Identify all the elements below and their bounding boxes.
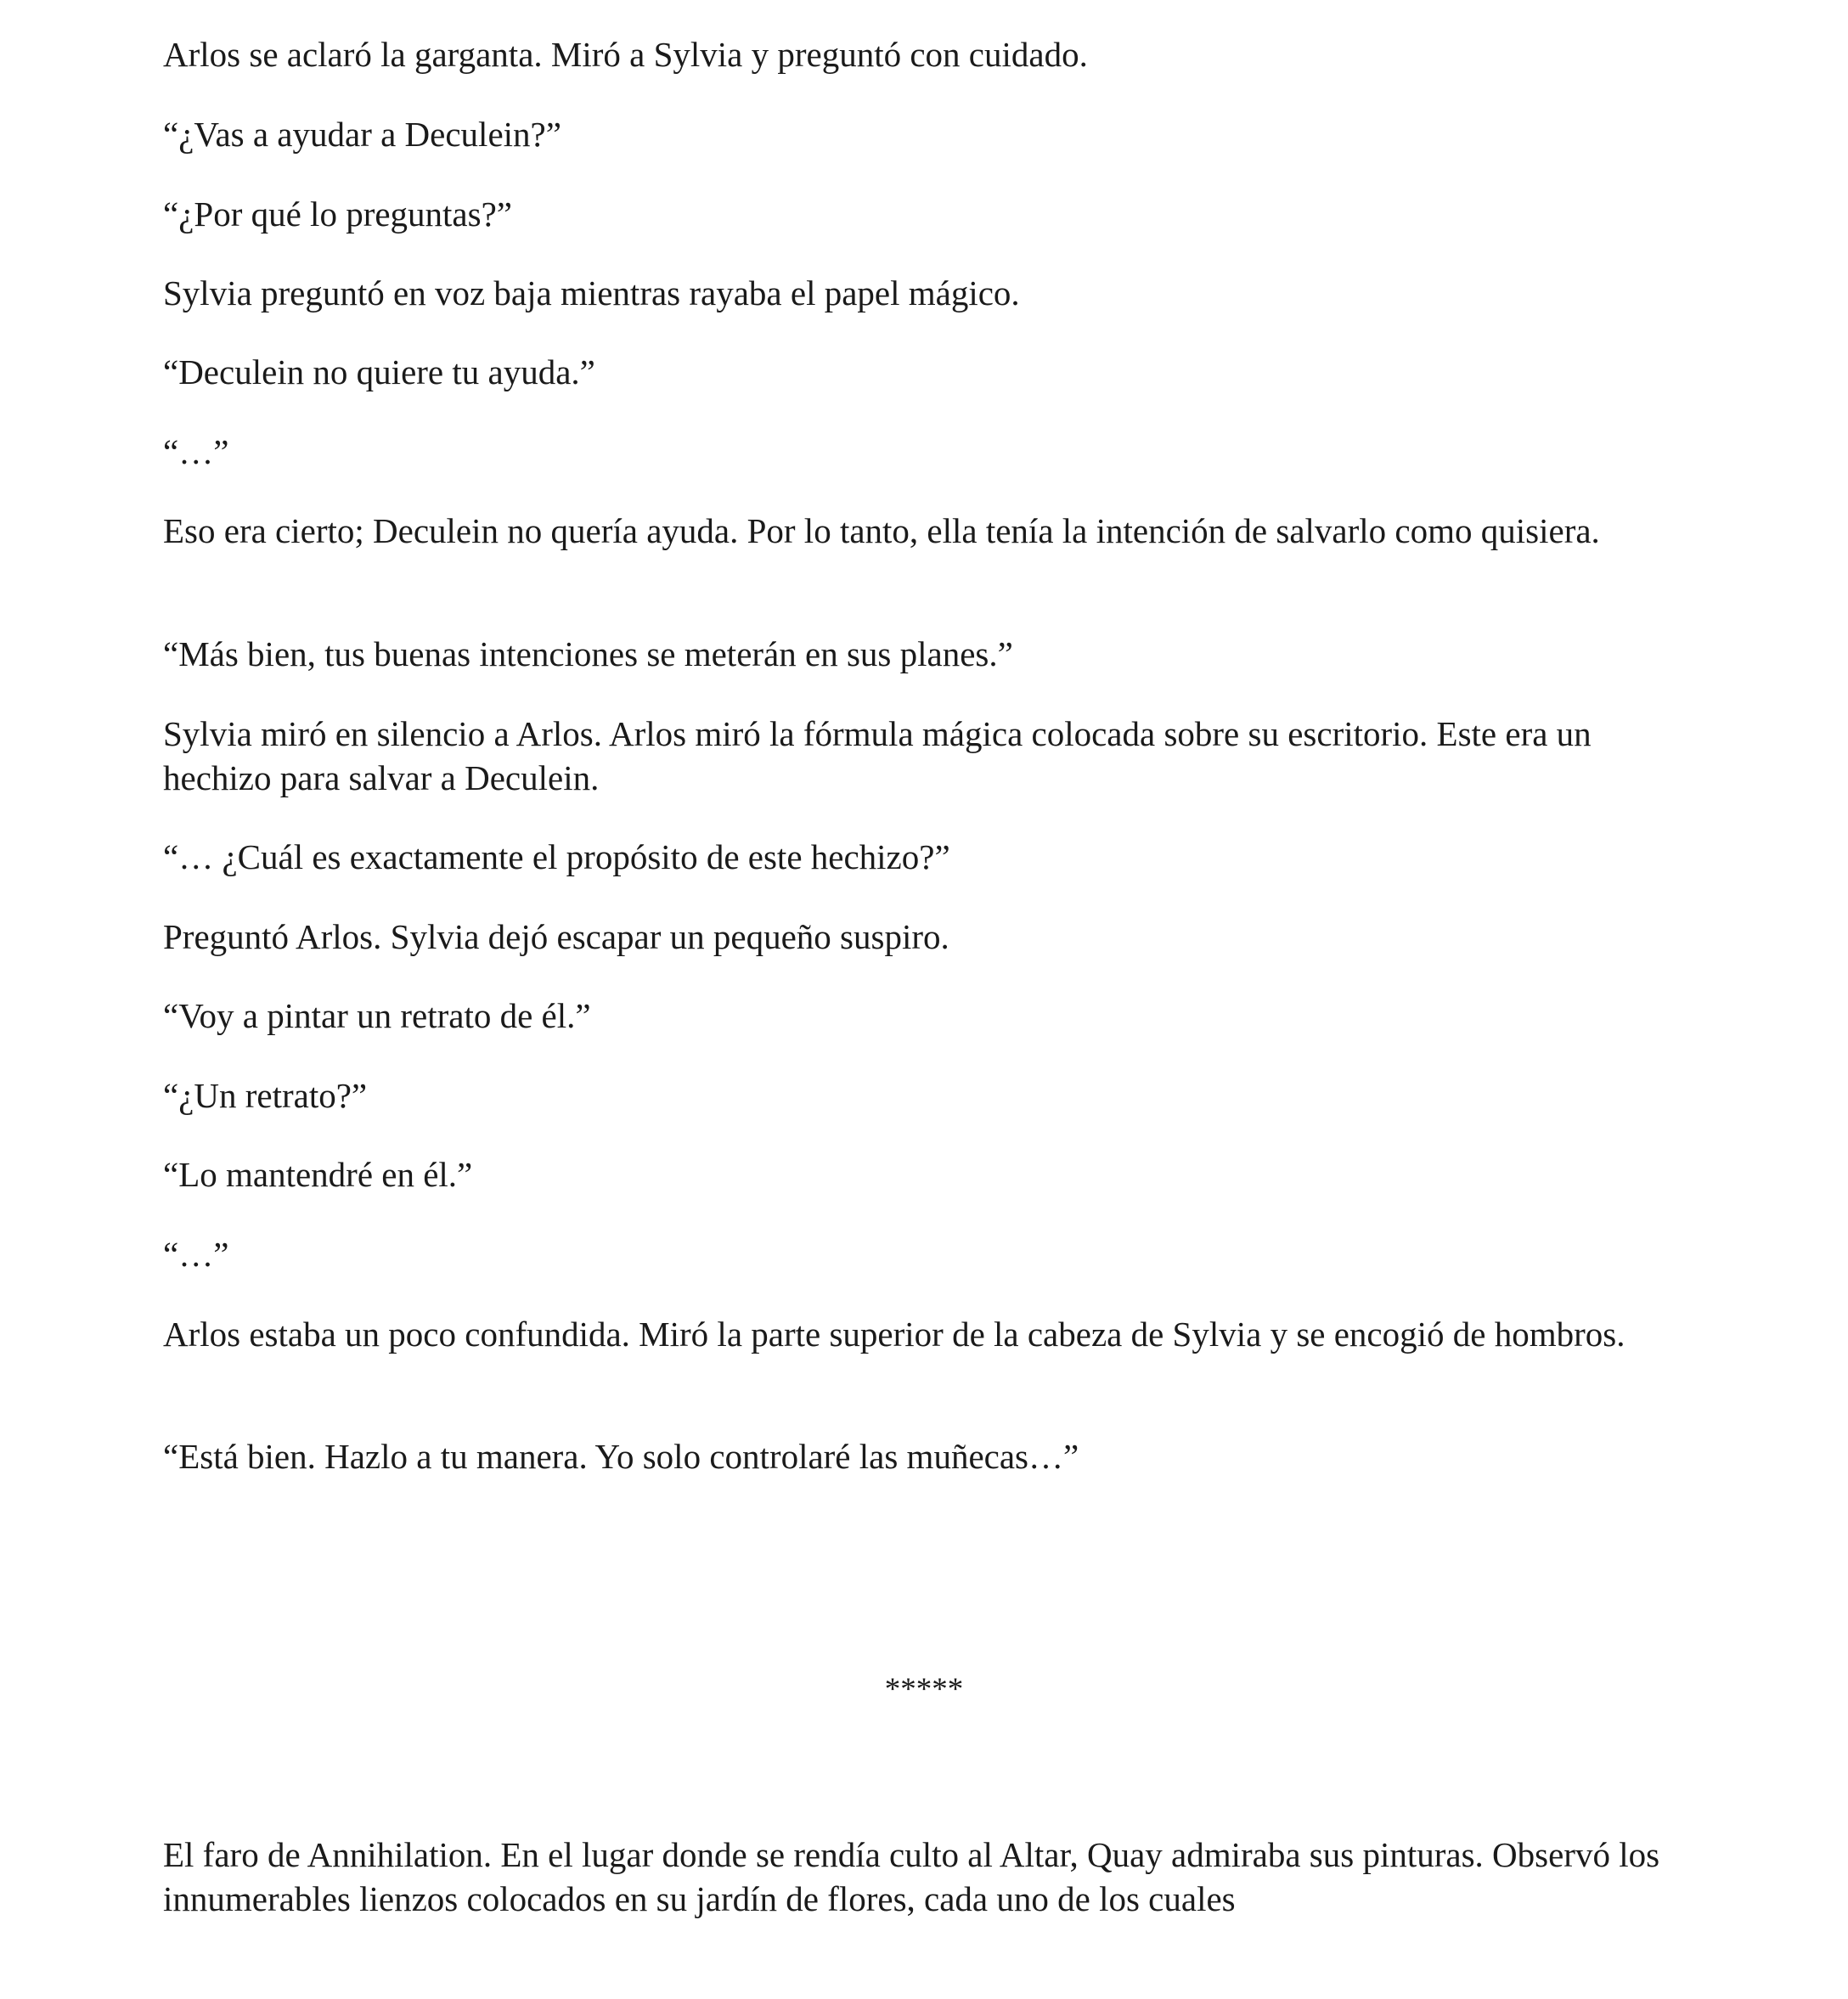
paragraph-15: “…” (163, 1235, 229, 1274)
paragraph-16: Arlos estaba un poco confundida. Miró la parte superior de la cabeza de Sylvia y se encogió de hombros. (163, 1315, 1625, 1354)
paragraph-13: “¿Un retrato?” (163, 1076, 368, 1115)
paragraph-7: Eso era cierto; Deculein no quería ayuda. Por lo tanto, ella tenía la intención de salvarlo como quisiera. (163, 511, 1600, 550)
paragraph-12: “Voy a pintar un retrato de él.” (163, 996, 591, 1035)
paragraph-1: Arlos se aclaró la garganta. Miró a Sylvia y preguntó con cuidado. (163, 35, 1088, 74)
paragraph-17: “Está bien. Hazlo a tu manera. Yo solo controlaré las muñecas…” (163, 1437, 1079, 1476)
paragraph-4: Sylvia preguntó en voz baja mientras rayaba el papel mágico. (163, 273, 1020, 313)
paragraph-3: “¿Por qué lo preguntas?” (163, 194, 512, 234)
paragraph-2: “¿Vas a ayudar a Deculein?” (163, 115, 561, 154)
paragraph-8: “Más bien, tus buenas intenciones se meterán en sus planes.” (163, 634, 1013, 673)
paragraph-5: “Deculein no quiere tu ayuda.” (163, 352, 595, 391)
paragraph-after-break: El faro de Annihilation. En el lugar donde se rendía culto al Altar, Quay admiraba sus pinturas. Observó los innumerables lienzos colocados en su jardín de flores, cada uno de los cuales (163, 1835, 1660, 1918)
paragraph-14: “Lo mantendré en él.” (163, 1155, 473, 1194)
paragraph-9: Sylvia miró en silencio a Arlos. Arlos miró la fórmula mágica colocada sobre su escritorio. Este era un hechizo para salvar a Deculein. (163, 714, 1592, 797)
paragraph-6: “…” (163, 432, 229, 471)
paragraph-11: Preguntó Arlos. Sylvia dejó escapar un pequeño suspiro. (163, 917, 949, 956)
paragraph-10: “… ¿Cuál es exactamente el propósito de este hechizo?” (163, 837, 950, 876)
section-break: ***** (884, 1672, 964, 1707)
